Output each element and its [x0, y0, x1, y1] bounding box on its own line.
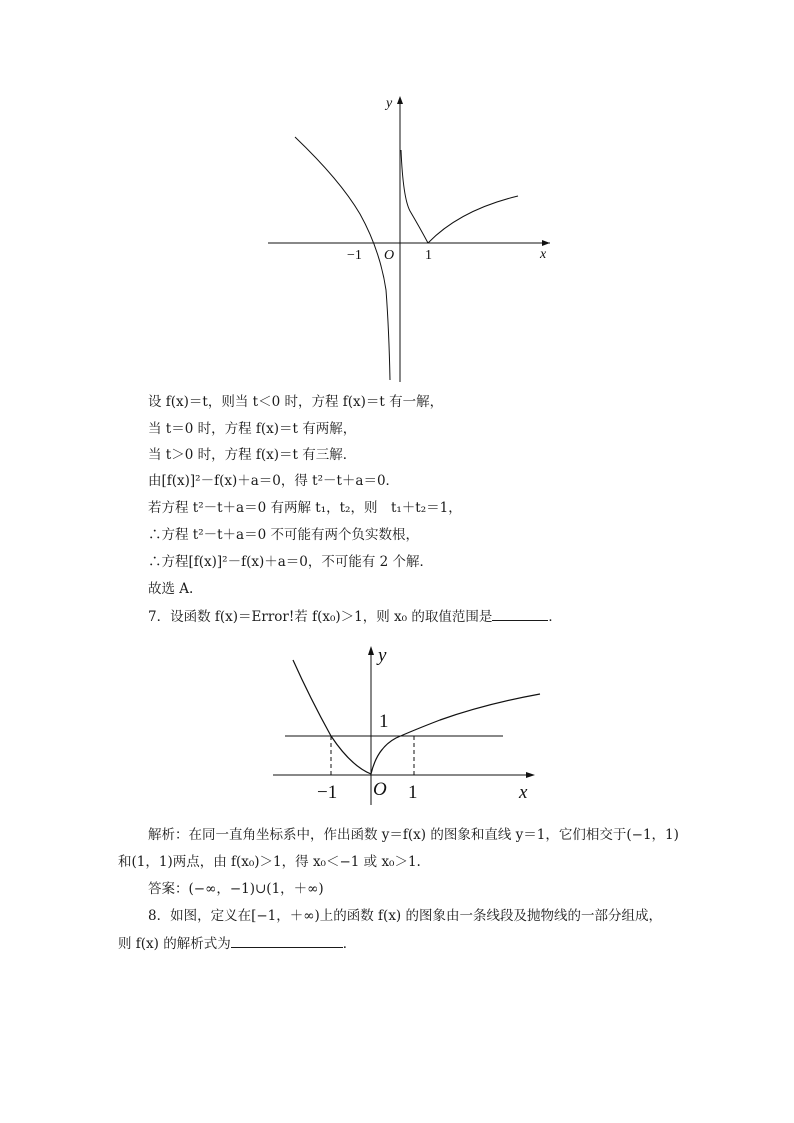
problem-8-line-2: 则 f(x) 的解析式为 ． — [118, 936, 357, 952]
tick-label-1: 1 — [425, 248, 432, 263]
y-axis-label: y — [378, 645, 387, 666]
solution-line-7: ∴方程[f(x)]²－f(x)＋a＝0，不可能有 2 个解． — [148, 554, 434, 570]
solution-line-2: 当 t＝0 时，方程 f(x)＝t 有两解， — [148, 421, 357, 437]
curve-right-part — [371, 694, 540, 774]
level-1-label: 1 — [379, 711, 389, 732]
y-axis-arrow — [397, 96, 403, 104]
tick-label-1: 1 — [408, 782, 418, 803]
tick-label-neg1: −1 — [347, 248, 362, 263]
answer-blank-7 — [492, 608, 548, 621]
curve-right-increasing-branch — [428, 196, 518, 243]
solution-line-1: 设 f(x)＝t，则当 t＜0 时，方程 f(x)＝t 有一解， — [148, 394, 444, 410]
curve-left-branch — [295, 137, 390, 380]
problem-7-statement: 7．设函数 f(x)＝Error!若 f(x₀)＞1，则 x₀ 的取值范围是 ． — [148, 609, 562, 625]
curve-left-part — [293, 660, 371, 774]
solution-7-answer: 答案：(−∞，−1)∪(1，＋∞) — [148, 881, 324, 897]
problem-8-line-1: 8．如图，定义在[−1，＋∞)上的函数 f(x) 的图象由一条线段及抛物线的一部分组成， — [148, 908, 662, 924]
figure-2-graph — [265, 638, 550, 810]
solution-line-6: ∴方程 t²－t＋a＝0 不可能有两个负实数根， — [148, 527, 419, 543]
x-axis-arrow — [542, 240, 550, 246]
y-axis-arrow — [368, 646, 374, 655]
y-axis-label: y — [386, 96, 393, 111]
solution-line-4: 由[f(x)]²－f(x)＋a＝0，得 t²－t＋a＝0． — [148, 473, 400, 489]
solution-line-8: 故选 A. — [148, 581, 194, 597]
curve-right-upper-branch — [401, 150, 428, 243]
tick-label-neg1: −1 — [317, 782, 338, 803]
origin-label: O — [384, 248, 395, 263]
solution-line-5: 若方程 t²－t＋a＝0 有两解 t₁，t₂，则 t₁＋t₂＝1， — [148, 500, 462, 516]
origin-label: O — [373, 779, 387, 800]
solution-7-line-2: 和(1，1)两点，由 f(x₀)＞1，得 x₀＜−1 或 x₀＞1. — [118, 854, 421, 870]
solution-line-3: 当 t＞0 时，方程 f(x)＝t 有三解． — [148, 447, 357, 463]
answer-blank-8 — [231, 935, 343, 948]
x-axis-arrow — [526, 772, 535, 778]
problem-7-text: 7．设函数 f(x)＝Error!若 f(x₀)＞1，则 x₀ 的取值范围是 — [148, 609, 493, 625]
figure-1-graph — [260, 90, 560, 385]
x-axis-label: x — [519, 782, 528, 803]
x-axis-label: x — [540, 247, 547, 262]
solution-7-line-1: 解析：在同一直角坐标系中，作出函数 y＝f(x) 的图象和直线 y＝1，它们相交于(−1，1) — [148, 827, 679, 843]
problem-8-line-2-text: 则 f(x) 的解析式为 — [118, 936, 231, 952]
